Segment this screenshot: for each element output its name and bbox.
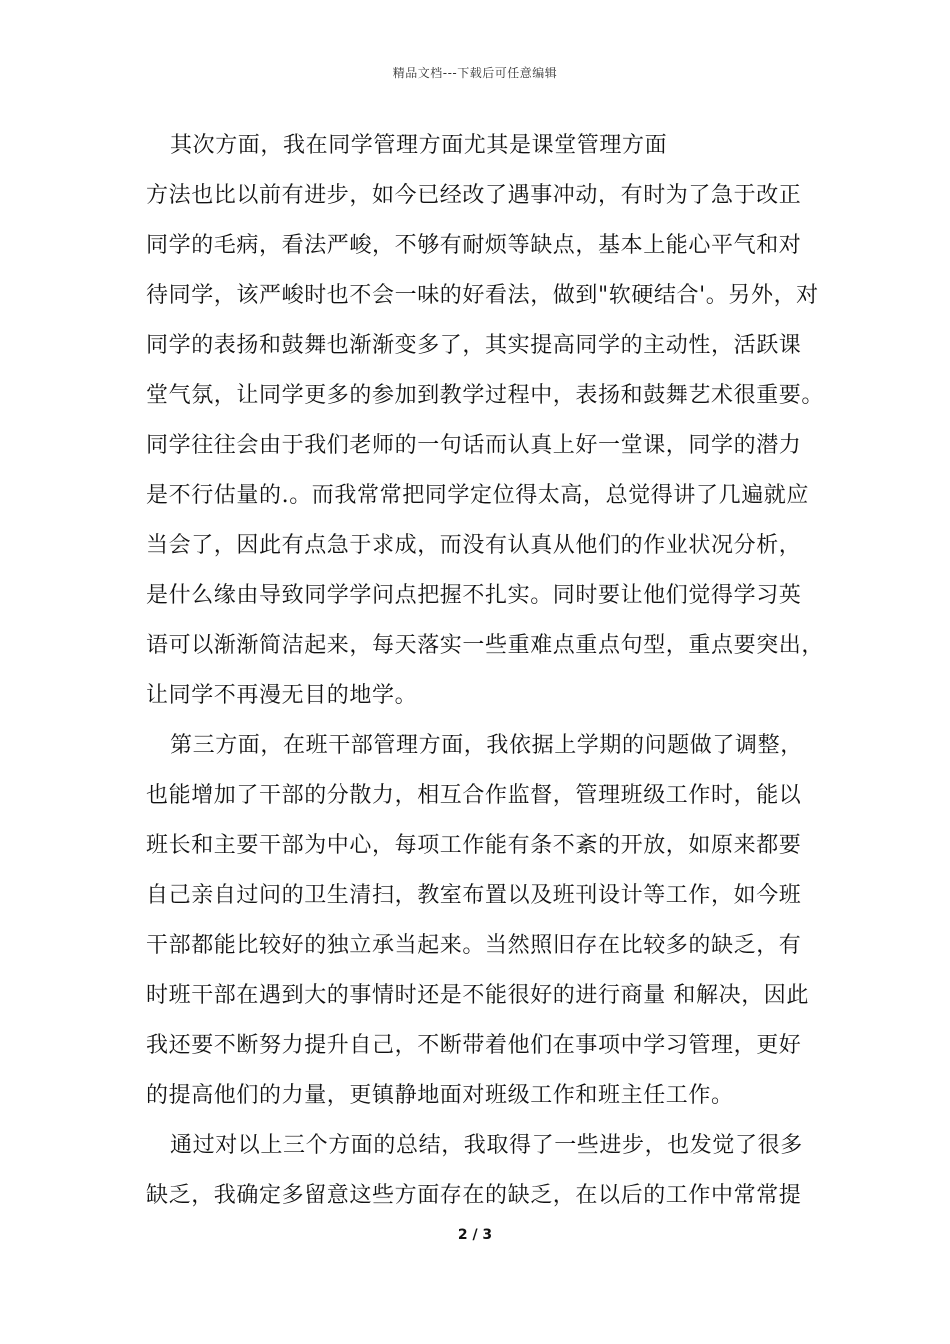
text-line: 让同学不再漫无目的地学。 bbox=[146, 683, 418, 708]
text-line: 同学的毛病，看法严峻，不够有耐烦等缺点，基本上能心平气和对 bbox=[146, 233, 802, 258]
text-line: 当会了，因此有点急于求成，而没有认真从他们的作业状况分析， bbox=[146, 533, 802, 558]
text-line: 自己亲自过问的卫生清扫，教室布置以及班刊设计等工作，如今班 bbox=[146, 883, 802, 908]
text-line: 是什么缘由导致同学学问点把握不扎实。同时要让他们觉得学习英 bbox=[146, 583, 802, 608]
text-line: 方法也比以前有进步，如今已经改了遇事冲动，有时为了急于改正 bbox=[146, 183, 802, 208]
text-line: 班长和主要干部为中心，每项工作能有条不紊的开放，如原来都要 bbox=[146, 833, 802, 858]
text-line: 缺乏，我确定多留意这些方面存在的缺乏，在以后的工作中常常提 bbox=[146, 1183, 802, 1208]
document-header: 精品文档---下载后可任意编辑 bbox=[392, 66, 558, 80]
text-line: 的提高他们的力量，更镇静地面对班级工作和班主任工作。 bbox=[146, 1083, 734, 1108]
text-line: 时班干部在遇到大的事情时还是不能很好的进行商量 和解决，因此 bbox=[146, 983, 809, 1008]
text-line: 我还要不断努力提升自己，不断带着他们在事项中学习管理，更好 bbox=[146, 1033, 802, 1058]
text-line: 干部都能比较好的独立承当起来。当然照旧存在比较多的缺乏，有 bbox=[146, 933, 802, 958]
text-line: 也能增加了干部的分散力，相互合作监督，管理班级工作时，能以 bbox=[146, 783, 802, 808]
text-line: 语可以渐渐简洁起来，每天落实一些重难点重点句型，重点要突出， bbox=[146, 633, 825, 658]
text-line: 第三方面，在班干部管理方面，我依据上学期的问题做了调整， bbox=[170, 733, 803, 758]
page-number: 2 / 3 bbox=[457, 1227, 493, 1243]
text-line: 堂气氛，让同学更多的参加到教学过程中，表扬和鼓舞艺术很重要。 bbox=[146, 383, 825, 408]
text-line: 通过对以上三个方面的总结，我取得了一些进步，也发觉了很多 bbox=[170, 1133, 803, 1158]
text-line: 待同学，该严峻时也不会一味的好看法，做到"软硬结合'。另外，对 bbox=[146, 283, 819, 308]
text-line: 同学往往会由于我们老师的一句话而认真上好一堂课，同学的潜力 bbox=[146, 433, 802, 458]
text-line: 其次方面，我在同学管理方面尤其是课堂管理方面 bbox=[170, 133, 668, 158]
text-line: 同学的表扬和鼓舞也渐渐变多了，其实提高同学的主动性，活跃课 bbox=[146, 333, 802, 358]
text-line: 是不行估量的.。而我常常把同学定位得太高，总觉得讲了几遍就应 bbox=[146, 483, 809, 508]
